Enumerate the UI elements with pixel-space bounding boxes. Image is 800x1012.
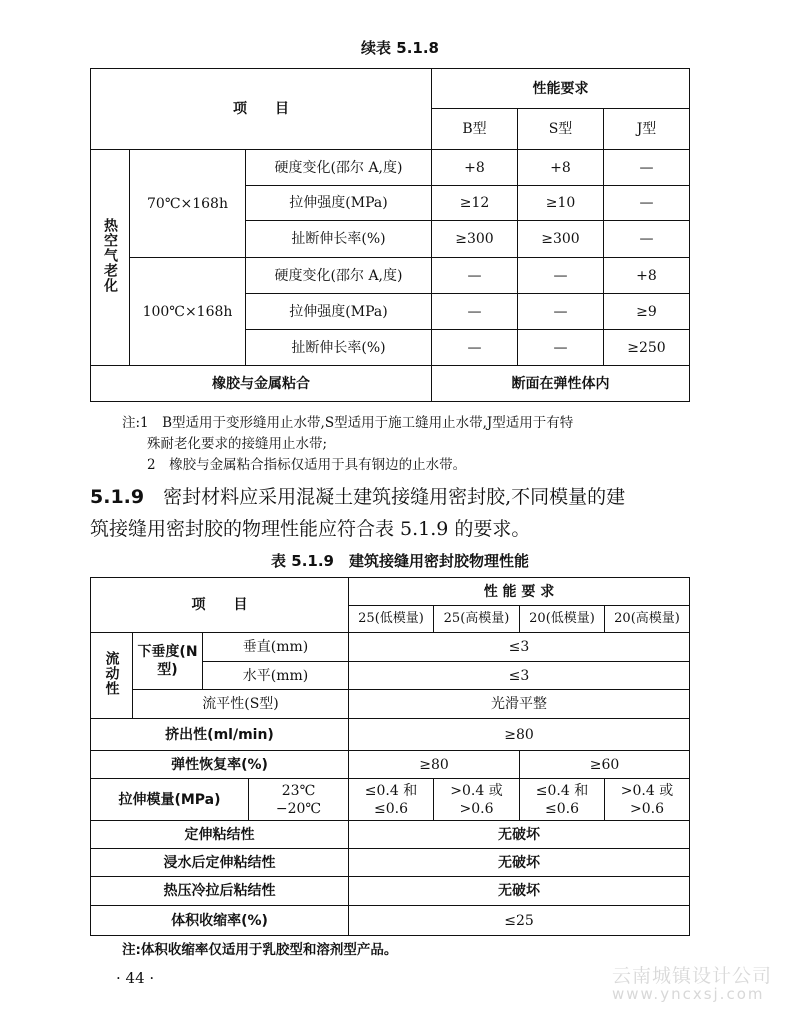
sag-label: 下垂度(N型) — [133, 633, 203, 690]
modulus-line: ≤0.4 和 — [364, 782, 418, 799]
cell-j: +8 — [604, 258, 690, 294]
row-value: 无破坏 — [349, 849, 690, 877]
extrude-value: ≥80 — [349, 719, 690, 751]
modulus-25-high — [434, 779, 520, 821]
cell-j: — — [604, 221, 690, 258]
row-name: 扯断伸长率(%) — [246, 221, 432, 258]
cell-b: — — [432, 330, 518, 366]
grade-header: 20(低模量) — [520, 606, 605, 633]
row-name: 拉伸强度(MPa) — [246, 294, 432, 330]
modulus-line: >0.6 — [459, 800, 494, 817]
recovery-label: 弹性恢复率(%) — [91, 751, 349, 779]
note-line: 2 橡胶与金属粘合指标仅适用于具有钢边的止水带。 — [147, 457, 467, 473]
cell-s: ≥300 — [518, 221, 604, 258]
table-5-1-8 — [90, 68, 690, 402]
vertical-label: 垂直(mm) — [203, 633, 349, 662]
condition-100: 100℃×168h — [130, 258, 246, 366]
item-header: 项 目 — [91, 69, 432, 150]
watermark-url: www.yncxsj.com — [612, 985, 765, 1003]
watermark-company: 云南城镇设计公司 — [612, 965, 773, 987]
modulus-label: 拉伸模量(MPa) — [91, 779, 249, 821]
level-value: 光滑平整 — [349, 690, 690, 719]
modulus-25-low — [349, 779, 434, 821]
flow-label-text: 流动性 — [103, 650, 120, 696]
row-name: 硬度变化(邵尔 A,度) — [246, 258, 432, 294]
notes-table-5-1-8 — [122, 413, 573, 476]
clause-5-1-9 — [90, 481, 700, 545]
cell-j: ≥9 — [604, 294, 690, 330]
page-number: · 44 · — [116, 969, 155, 987]
recovery-25: ≥80 — [349, 751, 520, 779]
note-table-5-1-9: 注:体积收缩率仅适用于乳胶型和溶剂型产品。 — [122, 942, 398, 958]
row-value: 无破坏 — [349, 877, 690, 906]
flow-label — [91, 633, 133, 719]
cell-j: ≥250 — [604, 330, 690, 366]
temp-minus-20: −20℃ — [275, 800, 322, 817]
row-name: 定伸粘结性 — [91, 821, 349, 849]
modulus-temps — [249, 779, 349, 821]
row-name: 浸水后定伸粘结性 — [91, 849, 349, 877]
modulus-line: >0.4 或 — [450, 782, 503, 799]
clause-number: 5.1.9 — [90, 486, 145, 508]
group-label — [91, 150, 130, 366]
row-name: 硬度变化(邵尔 A,度) — [246, 150, 432, 186]
cell-s: — — [518, 330, 604, 366]
cell-s: — — [518, 258, 604, 294]
cell-b: ≥12 — [432, 186, 518, 221]
perf-header: 性 能 要 求 — [349, 578, 690, 606]
modulus-line: >0.6 — [630, 800, 664, 817]
vertical-value: ≤3 — [349, 633, 690, 662]
note-line: 注:1 B型适用于变形缝用止水带,S型适用于施工缝用止水带,J型适用于有特 — [122, 415, 574, 431]
row-value: 无破坏 — [349, 821, 690, 849]
horizontal-label: 水平(mm) — [203, 662, 349, 690]
recovery-20: ≥60 — [520, 751, 690, 779]
cell-j: — — [604, 150, 690, 186]
modulus-line: ≤0.4 和 — [535, 782, 589, 799]
modulus-20-high — [605, 779, 690, 821]
table-5-1-9 — [90, 577, 690, 936]
group-label-text: 热空气老化 — [102, 217, 118, 293]
item-header: 项 目 — [91, 578, 349, 633]
table-5-1-9-caption: 表 5.1.9 建筑接缝用密封胶物理性能 — [271, 552, 529, 570]
condition-70: 70℃×168h — [130, 150, 246, 258]
extrude-label: 挤出性(ml/min) — [91, 719, 349, 751]
clause-text-line: 筑接缝用密封胶的物理性能应符合表 5.1.9 的要求。 — [90, 518, 531, 540]
bond-value: 断面在弹性体内 — [432, 366, 690, 402]
cell-b: — — [432, 294, 518, 330]
cell-b: — — [432, 258, 518, 294]
cell-j: — — [604, 186, 690, 221]
type-b-header: B型 — [432, 109, 518, 150]
grade-header: 25(低模量) — [349, 606, 434, 633]
row-name: 热压冷拉后粘结性 — [91, 877, 349, 906]
cell-s: — — [518, 294, 604, 330]
table-5-1-8-caption: 续表 5.1.8 — [361, 39, 439, 57]
horizontal-value: ≤3 — [349, 662, 690, 690]
modulus-line: ≤0.6 — [374, 800, 408, 817]
clause-text-line: 密封材料应采用混凝土建筑接缝用密封胶,不同模量的建 — [163, 486, 626, 508]
grade-header: 20(高模量) — [605, 606, 690, 633]
temp-23: 23℃ — [281, 782, 316, 799]
type-j-header: J型 — [604, 109, 690, 150]
type-s-header: S型 — [518, 109, 604, 150]
cell-b: ≥300 — [432, 221, 518, 258]
note-line: 殊耐老化要求的接缝用止水带; — [147, 436, 328, 452]
perf-header: 性能要求 — [432, 69, 690, 109]
modulus-line: >0.4 或 — [620, 782, 674, 799]
cell-b: +8 — [432, 150, 518, 186]
level-label: 流平性(S型) — [133, 690, 349, 719]
grade-header: 25(高模量) — [434, 606, 520, 633]
row-name: 体积收缩率(%) — [91, 906, 349, 936]
row-value: ≤25 — [349, 906, 690, 936]
cell-s: ≥10 — [518, 186, 604, 221]
row-name: 拉伸强度(MPa) — [246, 186, 432, 221]
cell-s: +8 — [518, 150, 604, 186]
bond-label: 橡胶与金属粘合 — [91, 366, 432, 402]
modulus-20-low — [520, 779, 605, 821]
row-name: 扯断伸长率(%) — [246, 330, 432, 366]
modulus-line: ≤0.6 — [545, 800, 579, 817]
